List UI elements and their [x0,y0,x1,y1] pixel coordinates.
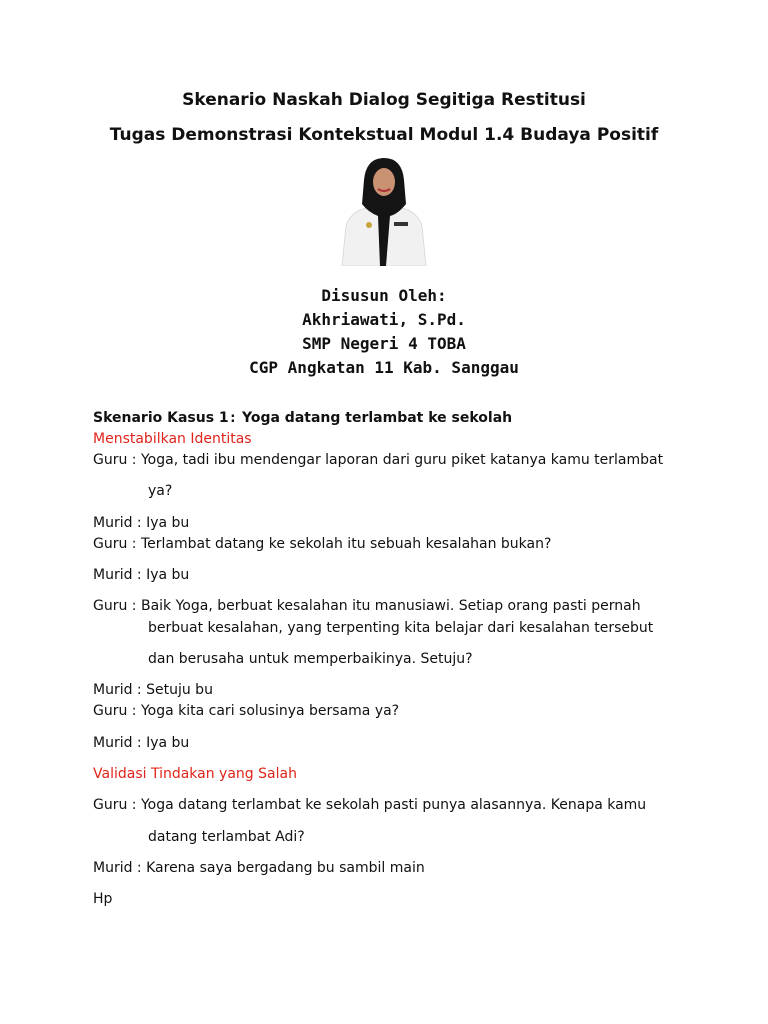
disusun-label: Disusun Oleh: [321,286,447,305]
author-photo [336,156,432,266]
section-heading-2: Validasi Tindakan yang Salah [93,766,297,782]
dialog-line: berbuat kesalahan, yang terpenting kita belajar dari kesalahan tersebut [148,620,654,636]
cgp-info: CGP Angkatan 11 Kab. Sanggau [249,358,519,377]
dialog-line: Murid : Iya bu [93,567,190,583]
case-heading [93,410,512,426]
dialog-line: Murid : Setuju bu [93,682,213,698]
doc-title: Skenario Naskah Dialog Segitiga Restitusi [182,90,586,110]
dialog-line: Guru : Terlambat datang ke sekolah itu sebuah kesalahan bukan? [93,536,552,552]
dialog-line: Guru : Baik Yoga, berbuat kesalahan itu manusiawi. Setiap orang pasti pernah [93,598,641,614]
case-label: Skenario Kasus 1 [93,410,229,426]
dialog-line: ya? [148,483,173,499]
case-title: Yoga datang terlambat ke sekolah [241,410,513,426]
dialog-line: Murid : Iya bu [93,735,190,751]
dialog-line: dan berusaha untuk memperbaikinya. Setuju? [148,651,473,667]
dialog-line: Hp [93,891,113,907]
case-colon: : [228,410,238,426]
dialog-line: Guru : Yoga kita cari solusinya bersama ya? [93,703,400,719]
dialog-line: Murid : Iya bu [93,515,190,531]
dialog-line: datang terlambat Adi? [148,829,305,845]
section-heading-1: Menstabilkan Identitas [93,431,252,447]
dialog-line: Guru : Yoga, tadi ibu mendengar laporan dari guru piket katanya kamu terlambat [93,452,664,468]
author-name: Akhriawati, S.Pd. [302,310,466,329]
dialog-line: Murid : Karena saya bergadang bu sambil main [93,860,425,876]
dialog-line: Guru : Yoga datang terlambat ke sekolah pasti punya alasannya. Kenapa kamu [93,797,647,813]
school-name: SMP Negeri 4 TOBA [302,334,466,353]
doc-subtitle: Tugas Demonstrasi Kontekstual Modul 1.4 Budaya Positif [109,125,659,145]
